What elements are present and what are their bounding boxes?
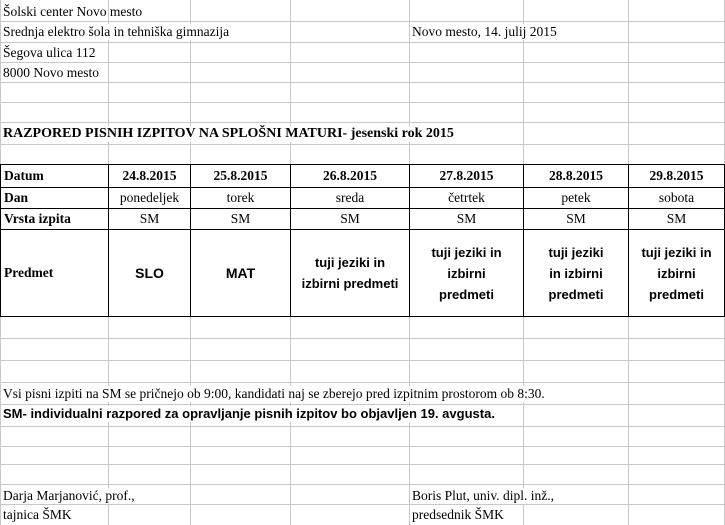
place-date: Novo mesto, 14. julij 2015 xyxy=(412,24,557,39)
row-dates xyxy=(1,165,725,188)
subject-text: tuji jeziki in izbirni predmeti xyxy=(431,244,502,302)
day-cell: torek xyxy=(191,188,291,209)
note-individual-schedule: SM- individualni razpored za opravljanje pisnih izpitov bo objavljen 19. avgusta. xyxy=(3,406,498,422)
label-date: Datum xyxy=(1,165,109,188)
day-cell: sreda xyxy=(291,188,410,209)
exam-type-cell: SM xyxy=(191,209,291,230)
exam-type-cell: SM xyxy=(410,209,524,230)
signature-left-name: Darja Marjanović, prof., xyxy=(3,488,135,503)
subject-cell xyxy=(109,230,191,317)
date-cell: 26.8.2015 xyxy=(291,165,410,188)
subject-cell xyxy=(524,230,629,317)
exam-type-cell: SM xyxy=(524,209,629,230)
date-cell: 24.8.2015 xyxy=(109,165,191,188)
exam-type-cell: SM xyxy=(291,209,410,230)
subject-text: MAT xyxy=(225,264,256,281)
org-line-2: Srednja elektro šola in tehniška gimnazija xyxy=(3,24,230,39)
signature-left-role: tajnica ŠMK xyxy=(3,507,72,522)
date-cell: 25.8.2015 xyxy=(191,165,291,188)
subject-text: tuji jeziki in izbirni predmeti xyxy=(548,244,604,302)
subject-text: tuji jeziki in izbirni predmeti xyxy=(641,244,712,302)
subject-text: SLO xyxy=(135,264,164,281)
org-line-3: Šegova ulica 112 xyxy=(3,45,96,60)
org-line-4: 8000 Novo mesto xyxy=(3,65,99,80)
date-cell: 27.8.2015 xyxy=(410,165,524,188)
date-cell: 28.8.2015 xyxy=(524,165,629,188)
subject-cell xyxy=(410,230,524,317)
exam-type-cell: SM xyxy=(109,209,191,230)
date-cell: 29.8.2015 xyxy=(629,165,725,188)
exam-type-cell: SM xyxy=(629,209,725,230)
day-cell: petek xyxy=(524,188,629,209)
subject-cell xyxy=(291,230,410,317)
row-days xyxy=(1,188,725,209)
day-cell: sobota xyxy=(629,188,725,209)
row-subjects xyxy=(1,230,725,317)
label-exam-type: Vrsta izpita xyxy=(1,209,109,230)
subject-cell xyxy=(191,230,291,317)
note-start-time: Vsi pisni izpiti na SM se pričnejo ob 9:00, kandidati naj se zberejo pred izpitnim prostorom ob 8:30. xyxy=(3,386,548,402)
label-subject: Predmet xyxy=(1,230,109,317)
subject-text: tuji jeziki in izbirni predmeti xyxy=(301,255,399,291)
signature-right-role: predsednik ŠMK xyxy=(412,507,504,522)
signature-right-name: Boris Plut, univ. dipl. inž., xyxy=(412,488,555,503)
day-cell: četrtek xyxy=(410,188,524,209)
day-cell: ponedeljek xyxy=(109,188,191,209)
exam-schedule-table xyxy=(0,164,725,317)
page-title: RAZPORED PISNIH IZPITOV NA SPLOŠNI MATURI- jesenski rok 2015 xyxy=(3,126,457,142)
subject-cell xyxy=(629,230,725,317)
row-exam-type xyxy=(1,209,725,230)
org-line-1: Šolski center Novo mesto xyxy=(3,4,143,19)
label-day: Dan xyxy=(1,188,109,209)
